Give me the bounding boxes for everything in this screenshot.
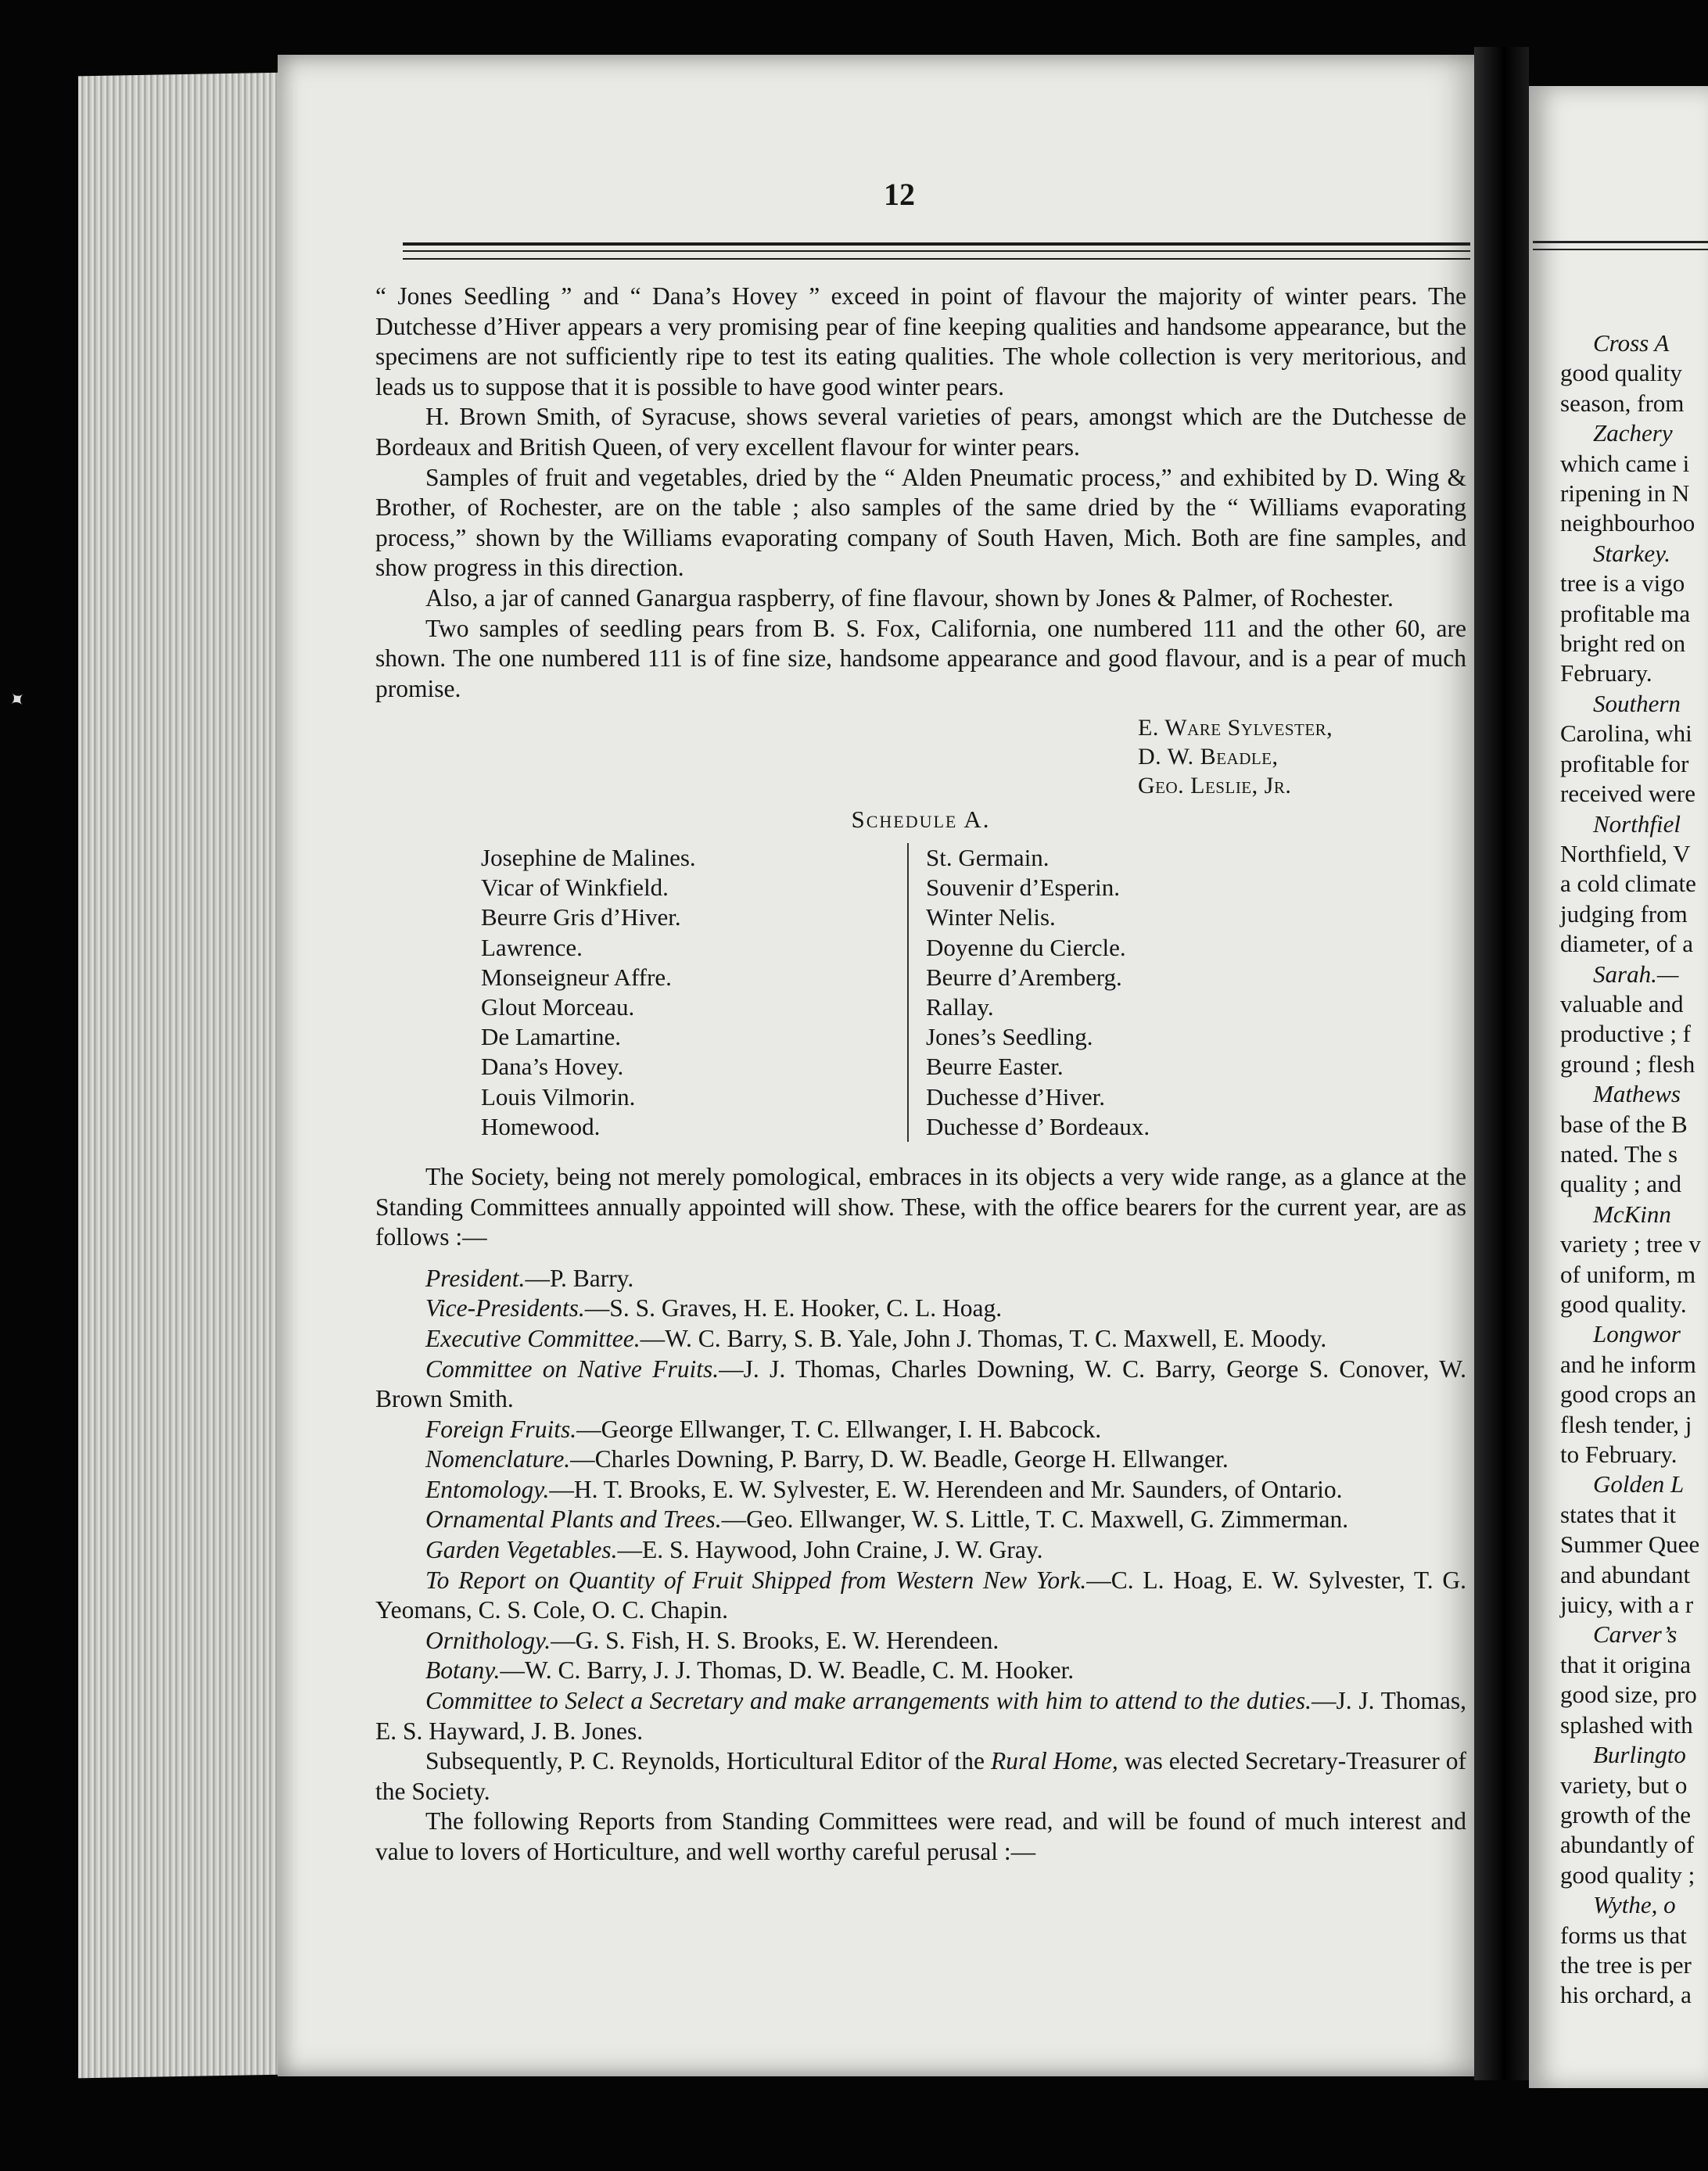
right-page-line: Longwor [1593,1320,1681,1348]
schedule-item: Lawrence. [481,933,583,961]
right-page-line: good size, pro [1560,1681,1697,1709]
schedule-item: Jones’s Seedling. [926,1023,1093,1051]
paragraph: H. Brown Smith, of Syracuse, shows several varieties of pears, amongst which are the Dutchesse de Bordeaux and British Queen, of very excellent flavour for winter pears. [375,403,1466,461]
right-page-line: Zachery [1593,419,1673,447]
schedule-title: Schedule A. [851,806,991,834]
officer-entry [375,1294,1466,1324]
right-page-line: variety ; tree v [1560,1230,1701,1258]
right-page-line: neighbourhoo [1560,509,1695,537]
officer-role: Committee to Select a Secretary and make arrangements with him to attend to the duties. [425,1687,1312,1715]
officer-entry [375,1505,1466,1535]
schedule-item: Homewood. [481,1112,601,1140]
right-page-line: nated. The s [1560,1139,1678,1168]
right-page-line: Wythe, o [1593,1891,1676,1919]
officer-role: Ornamental Plants and Trees. [425,1505,722,1534]
right-page-line: good quality ; [1560,1861,1695,1889]
paragraph: Two samples of seedling pears from B. S. Fox, California, one numbered 111 and the other 60, are shown. The one numbered 111 is of fine size, handsome appearance and good flavour, and is a pear of much promise. [375,614,1466,702]
right-page-line: growth of the [1560,1800,1692,1828]
schedule-item: Monseigneur Affre. [481,963,672,991]
paragraph: “ Jones Seedling ” and “ Dana’s Hovey ” exceed in point of flavour the majority of winter pears. The Dutchesse d’Hiver appears a very promising pear of fine keeping qualities and handsome appearance, but the specimens are not sufficiently ripe to test its eating qualities. The whole collection is very meritorious, and leads us to suppose that it is possible to have good winter pears. [375,282,1466,400]
right-page-line: Northfiel [1593,809,1681,838]
officer-names: —George Ellwanger, T. C. Ellwanger, I. H. Babcock. [576,1415,1102,1443]
right-page-line: and abundant [1560,1560,1691,1588]
officer-entry [375,1415,1466,1445]
schedule-item: Josephine de Malines. [481,843,696,871]
right-page-line: valuable and [1560,989,1684,1017]
right-page-line: his orchard, a [1560,1981,1692,2009]
right-page-text [1560,328,1708,2011]
officer-entry [375,1566,1466,1626]
schedule-column-left [481,843,909,1142]
right-page-line: abundantly of [1560,1831,1695,1859]
right-page-line: splashed with [1560,1710,1693,1739]
right-page-line: of uniform, m [1560,1260,1696,1288]
officer-role: Garden Vegetables. [425,1536,618,1564]
right-page-line: profitable for [1560,749,1689,777]
signature-line: Geo. Leslie, Jr. [1138,773,1292,799]
officer-entry [375,1264,1466,1294]
officer-entry [375,1475,1466,1505]
right-page-line: ground ; flesh [1560,1050,1695,1078]
right-page-line: Starkey. [1593,539,1670,567]
right-page-line: February. [1560,659,1652,687]
officer-role: Vice-Presidents. [425,1294,585,1322]
right-page-line: flesh tender, j [1560,1410,1692,1438]
right-page-line: base of the B [1560,1110,1688,1138]
officer-names: —Charles Downing, P. Barry, D. W. Beadle, George H. Ellwanger. [570,1445,1229,1473]
officer-role: Foreign Fruits. [425,1415,577,1443]
signature-block [1138,713,1466,800]
signature-line: E. Ware Sylvester, [1138,715,1333,741]
officer-names: —E. S. Haywood, John Craine, J. W. Gray. [617,1536,1043,1564]
paragraph: Also, a jar of canned Ganargua raspberry, of fine flavour, shown by Jones & Palmer, of Rochester. [425,583,1394,612]
right-page-line: good crops an [1560,1380,1696,1408]
right-page-line: Summer Quee [1560,1530,1700,1559]
publication-title: Rural Home, [991,1747,1118,1775]
right-page-line: McKinn [1593,1200,1671,1228]
officer-entry [375,1626,1466,1656]
page-number: 12 [884,177,915,212]
schedule-item: Rallay. [926,992,994,1021]
schedule-item: Duchesse d’ Bordeaux. [926,1112,1150,1140]
book-gutter [1474,47,1529,2080]
officer-entry [375,1656,1466,1686]
schedule-item: Louis Vilmorin. [481,1082,636,1111]
right-page-line: that it origina [1560,1650,1692,1678]
right-page-line: profitable ma [1560,599,1691,627]
officer-role: President. [425,1264,526,1292]
right-page-line: forms us that [1560,1921,1687,1949]
right-page-line: states that it [1560,1500,1677,1528]
right-page-line: the tree is per [1560,1950,1692,1979]
schedule-table [481,843,1466,1142]
officer-role: Executive Committee. [425,1324,640,1352]
right-page-header-rule [1533,241,1708,243]
right-page-line: variety, but o [1560,1771,1688,1799]
right-page-line: Cross A [1593,329,1670,357]
officer-entry [375,1535,1466,1566]
right-page-line: Burlingto [1593,1741,1686,1769]
right-page-line: which came i [1560,449,1690,477]
right-page-line: to February. [1560,1441,1678,1469]
schedule-item: Vicar of Winkfield. [481,874,669,902]
schedule-item: Duchesse d’Hiver. [926,1082,1105,1111]
officer-entry [375,1355,1466,1415]
schedule-item: Beurre d’Aremberg. [926,963,1122,991]
schedule-item: Glout Morceau. [481,992,635,1021]
book-page-edges [78,73,285,2079]
right-page-line: Carver’s [1593,1620,1678,1649]
right-page-line: received were [1560,780,1695,808]
schedule-item: Beurre Gris d’Hiver. [481,903,681,931]
officer-entry [375,1324,1466,1355]
officer-entry [375,1686,1466,1746]
officer-names: —W. C. Barry, S. B. Yale, John J. Thomas, T. C. Maxwell, E. Moody. [640,1324,1327,1352]
officer-role: To Report on Quantity of Fruit Shipped from Western New York. [425,1566,1087,1594]
officer-role: Botany. [425,1656,501,1685]
schedule-item: Souvenir d’Esperin. [926,874,1120,902]
right-page-line: judging from [1560,899,1688,928]
right-page-line: quality ; and [1560,1170,1681,1198]
right-page-line: Southern [1593,689,1681,717]
closing-paragraph: The following Reports from Standing Committees were read, and will be found of much interest and value to lovers of Horticulture, and well worthy careful perusal :— [375,1807,1466,1865]
right-page-line: season, from [1560,389,1685,417]
right-page-line: good quality. [1560,1290,1687,1318]
header-rule [403,242,1470,246]
schedule-item: De Lamartine. [481,1023,622,1051]
officer-names: —Geo. Ellwanger, W. S. Little, T. C. Maxwell, G. Zimmerman. [721,1505,1349,1534]
officer-role: Committee on Native Fruits. [425,1355,719,1383]
header-rule [403,250,1470,252]
schedule-item: Dana’s Hovey. [481,1053,624,1081]
right-page-line: a cold climate [1560,870,1696,898]
closing-paragraph: Subsequently, P. C. Reynolds, Horticultural Editor of the Rural Home, was elected Secretary-Treasurer of the Society. [375,1747,1466,1805]
right-page-line: productive ; f [1560,1020,1692,1048]
officer-names: —C. L. Hoag, E. W. Sylvester, T. G. Yeomans, C. S. Cole, O. C. Chapin. [375,1566,1466,1624]
officer-names: —J. J. Thomas, Charles Downing, W. C. Barry, George S. Conover, W. Brown Smith. [375,1355,1467,1413]
right-page-line: and he inform [1560,1350,1696,1378]
officer-names: —W. C. Barry, J. J. Thomas, D. W. Beadle, C. M. Hooker. [500,1656,1075,1685]
dust-speck: ✦ [3,685,32,714]
right-page-line: tree is a vigo [1560,569,1685,597]
officer-role: Nomenclature. [425,1445,571,1473]
officer-role: Entomology. [425,1475,550,1503]
right-page-line: Sarah.— [1593,960,1679,988]
officer-role: Ornithology. [425,1626,551,1654]
right-page-line: juicy, with a r [1560,1591,1694,1619]
header-rule [403,258,1470,260]
right-page-header-rule [1533,249,1708,250]
signature-line: D. W. Beadle, [1138,744,1279,770]
right-page-line: Northfield, V [1560,839,1691,867]
right-page-line: ripening in N [1560,479,1690,508]
right-page-line: Mathews [1593,1080,1681,1108]
schedule-item: St. Germain. [926,843,1050,871]
schedule-item: Doyenne du Ciercle. [926,933,1126,961]
schedule-item: Winter Nelis. [926,903,1056,931]
right-page-line: bright red on [1560,630,1686,658]
paragraph: Samples of fruit and vegetables, dried by the “ Alden Pneumatic process,” and exhibited by D. Wing & Brother, of Rochester, are on the table ; also samples of the same dried by the “ Williams evaporating process,” shown by the Williams evaporating company of South Haven, Mich. Both are fine samples, and show progress in this direction. [375,463,1466,582]
officer-names: —H. T. Brooks, E. W. Sylvester, E. W. Herendeen and Mr. Saunders, of Ontario. [549,1475,1343,1503]
society-paragraph: The Society, being not merely pomological, embraces in its objects a very wide range, as a glance at the Standing Committees annually appointed will show. These, with the office bearers for the current year, are as follows :— [375,1162,1466,1251]
right-page-line: Carolina, whi [1560,719,1692,748]
page-body [375,282,1466,1868]
right-page-line: Golden L [1593,1470,1685,1498]
schedule-column-right [909,843,1150,1142]
schedule-item: Beurre Easter. [926,1053,1064,1081]
right-page-line: diameter, of a [1560,930,1694,958]
officer-names: —G. S. Fish, H. S. Brooks, E. W. Herendeen. [551,1626,999,1654]
officer-names: —P. Barry. [525,1264,634,1292]
officer-entry [375,1444,1466,1475]
officer-names: —S. S. Graves, H. E. Hooker, C. L. Hoag. [584,1294,1003,1322]
right-page-line: good quality [1560,359,1682,387]
officer-names: —J. J. Thomas, E. S. Hayward, J. B. Jones. [375,1687,1467,1745]
